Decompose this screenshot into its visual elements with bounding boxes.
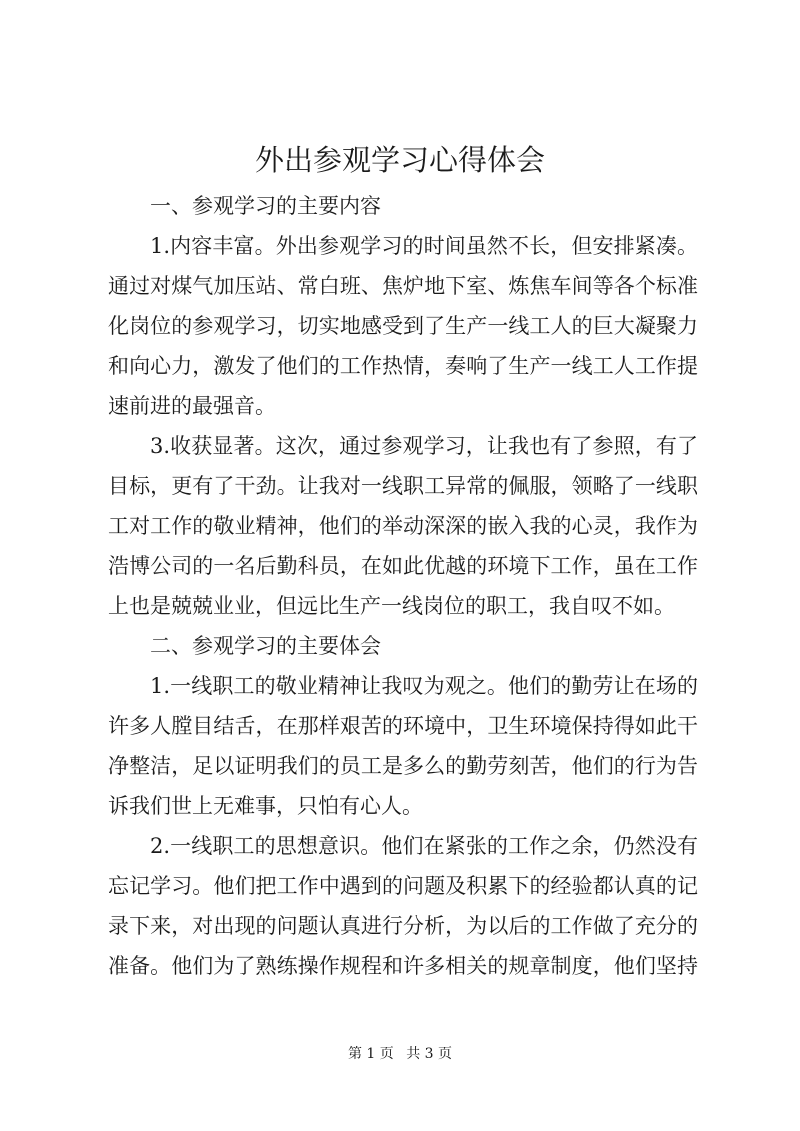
paragraph-line: 通过对煤气加压站、常白班、焦炉地下室、炼焦车间等各个标准 [108,274,698,298]
paragraph-line: 工对工作的敬业精神，他们的举动深深的嵌入我的心灵，我作为 [108,514,698,538]
paragraph-line: 速前进的最强音。 [108,394,276,418]
paragraph-line: 化岗位的参观学习，切实地感受到了生产一线工人的巨大凝聚力 [108,314,698,338]
page-number: 第 1 页 [347,1046,394,1062]
paragraph-line: 净整洁，足以证明我们的员工是多么的勤劳刻苦，他们的行为告 [108,754,698,778]
paragraph-line: 诉我们世上无难事，只怕有心人。 [108,794,423,818]
paragraph-line: 3.收获显著。这次，通过参观学习，让我也有了参照，有了 [150,434,698,458]
paragraph-line: 准备。他们为了熟练操作规程和许多相关的规章制度，他们坚持 [108,954,698,978]
paragraph-line: 浩博公司的一名后勤科员，在如此优越的环境下工作，虽在工作 [108,554,698,578]
page-footer [0,1044,800,1064]
paragraph-line: 1.一线职工的敬业精神让我叹为观之。他们的勤劳让在场的 [150,674,698,698]
paragraph-line: 目标，更有了干劲。让我对一线职工异常的佩服，领略了一线职 [108,474,698,498]
paragraph-line: 2.一线职工的思想意识。他们在紧张的工作之余，仍然没有 [150,834,698,858]
paragraph-line: 1.内容丰富。外出参观学习的时间虽然不长，但安排紧凑。 [150,234,698,258]
document-body [108,186,698,986]
page-count: 共 3 页 [406,1046,453,1062]
paragraph-line: 上也是兢兢业业，但远比生产一线岗位的职工，我自叹不如。 [108,594,675,618]
paragraph-line: 许多人膛目结舌，在那样艰苦的环境中，卫生环境保持得如此干 [108,714,698,738]
section-heading: 一、参观学习的主要内容 [150,194,381,218]
document-title: 外出参观学习心得体会 [254,143,545,177]
paragraph-line: 和向心力，激发了他们的工作热情，奏响了生产一线工人工作提 [108,354,698,378]
section-heading: 二、参观学习的主要体会 [150,634,381,658]
paragraph-line: 录下来，对出现的问题认真进行分析，为以后的工作做了充分的 [108,914,698,938]
paragraph-line: 忘记学习。他们把工作中遇到的问题及积累下的经验都认真的记 [108,874,698,898]
